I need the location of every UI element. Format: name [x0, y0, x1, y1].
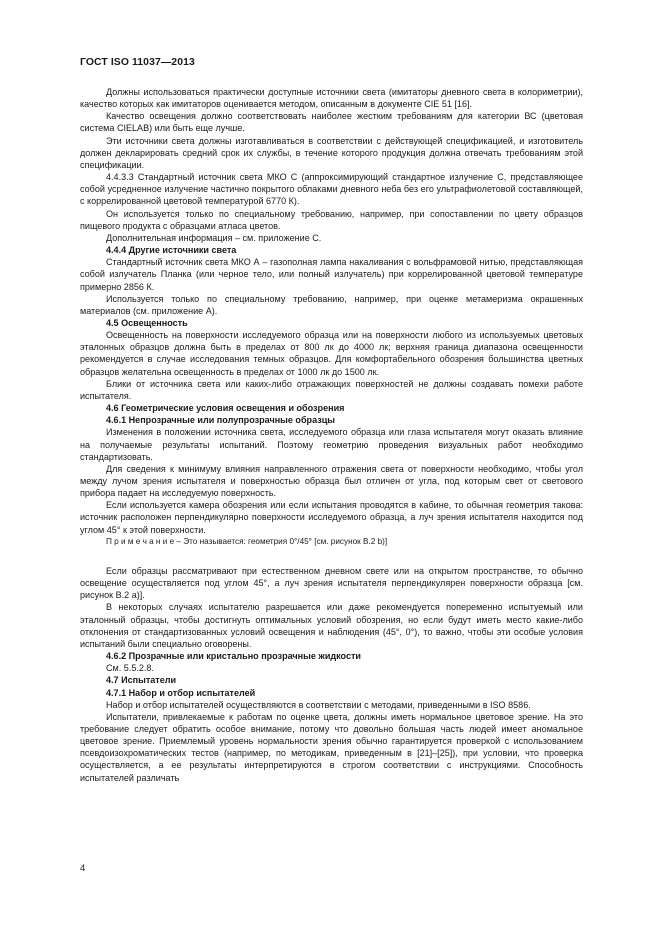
paragraph: Для сведения к минимуму влияния направленного отражения света от поверхности необходимо, чтобы угол между лучом зрения испытателя и поверхностью образца был отличен от угла, под которым свет от светового прибора падает на исследуемую поверхность.	[80, 463, 583, 499]
paragraph: Если используется камера обозрения или если испытания проводятся в кабине, то обычная геометрия такова: источник расположен перпендикулярно поверхности исследуемого образца, а луч зрения испытателя находится под углом 45° к этой поверхности.	[80, 500, 583, 535]
document-header: ГОСТ ISO 11037—2013	[80, 57, 195, 68]
note: П р и м е ч а н и е – Это называется: геометрия 0°/45° [см. рисунок В.2 b)]	[106, 536, 388, 546]
document-body	[80, 86, 583, 784]
paragraph: Испытатели, привлекаемые к работам по оценке цвета, должны иметь нормальное цветовое зрение. На это требование следует обратить особое внимание, потому что довольно большая часть людей имеет аномальное цветовое зрение. Приемлемый уровень нормальности зрения обычно гарантируется проверкой с использованием псевдоизохроматических тестов (например, по методикам, приведенным в [21]–[25]), при условии, что проверка осуществляется, а ее результаты интерпретируются в строгом соответствии с инструкциями. Способность испытателей различать	[80, 711, 583, 783]
paragraph: Качество освещения должно соответствовать наиболее жестким требованиям для категории ВС (цветовая система CIELAB) или быть еще лучше.	[80, 111, 583, 134]
paragraph: Стандартный источник света МКО А – газополная лампа накаливания с вольфрамовой нитью, представляющая собой излучатель Планка (или черное тело, или полный излучатель) при коррелированной цветовой температуре примерно 2856 К.	[80, 257, 583, 292]
section-heading: 4.5 Освещенность	[106, 317, 188, 328]
paragraph: Набор и отбор испытателей осуществляются в соответствии с методами, приведенными в ISO 8586.	[106, 699, 531, 710]
section-heading: 4.7 Испытатели	[106, 675, 177, 686]
page-number: 4	[80, 863, 86, 874]
section-heading: 4.7.1 Набор и отбор испытателей	[106, 687, 256, 698]
paragraph: Эти источники света должны изготавливаться в соответствии с действующей спецификацией, и изготовитель должен декларировать средний срок их службы, в течение которого продукция должна отвечать требованиям этой спецификации.	[80, 135, 583, 170]
section-heading: 4.6 Геометрические условия освещения и обозрения	[106, 403, 345, 414]
paragraph: Изменения в положении источника света, исследуемого образца или глаза испытателя могут оказать влияние на получаемые результаты испытаний. Поэтому геометрию проведения визуальных работ необходимо стандартизовать.	[80, 427, 583, 462]
paragraph: Блики от источника света или каких-либо отражающих поверхностей не должны создавать помехи работе испытателя.	[80, 378, 583, 401]
paragraph: Дополнительная информация – см. приложение С.	[106, 232, 322, 243]
paragraph: 4.4.3.3 Стандартный источник света МКО С (аппроксимирующий стандартное излучение С, представляющее собой усредненное излучение частично покрытого облаками дневного неба без его ультрафиолетовой составляющей, с коррелированной цветовой температурой 6770 К).	[80, 172, 583, 207]
section-heading: 4.6.2 Прозрачные или кристально прозрачные жидкости	[106, 651, 361, 662]
section-heading: 4.4.4 Другие источники света	[106, 245, 237, 256]
paragraph: В некоторых случаях испытателю разрешается или даже рекомендуется попеременно испытуемый или эталонный образцы, чтобы достигнуть оптимальных условий обозрения, но если будут иметь место какие-либо отклонения от стандартизованных условий освещения и наблюдения (45°, 0°), то важно, чтобы эти особые условия испытаний были специально оговорены.	[80, 602, 583, 649]
paragraph: Используется только по специальному требованию, например, при оценке метамеризма окрашенных материалов (см. приложение А).	[80, 293, 583, 316]
paragraph: Освещенность на поверхности исследуемого образца или на поверхности любого из используемых цветовых эталонных образцов должна быть в пределах от 800 лк до 4000 лк; верхняя граница диапазона освещенности рекомендуется в случае исследования темных образцов. Для комфортабельного обозрения большинства цветных образцов желательна освещенность в пределах от 1000 лк до 1500 лк.	[80, 330, 583, 377]
section-heading: 4.6.1 Непрозрачные или полупрозрачные образцы	[106, 415, 336, 426]
paragraph: Он используется только по специальному требованию, например, при сопоставлении по цвету образцов пищевого продукта с образцами атласа цветов.	[80, 208, 583, 231]
paragraph: Должны использоваться практически доступные источники света (имитаторы дневного света в колориметрии), качество которых как имитаторов оценивается методом, описанным в документе CIE 51 [16].	[80, 87, 583, 110]
paragraph: См. 5.5.2.8.	[106, 663, 154, 674]
paragraph: Если образцы рассматривают при естественном дневном свете или на открытом пространстве, то обычно освещение осуществляется под углом 45°, а луч зрения испытателя перпендикулярен поверхности образца [см. рисунок В.2 а)].	[80, 565, 583, 601]
